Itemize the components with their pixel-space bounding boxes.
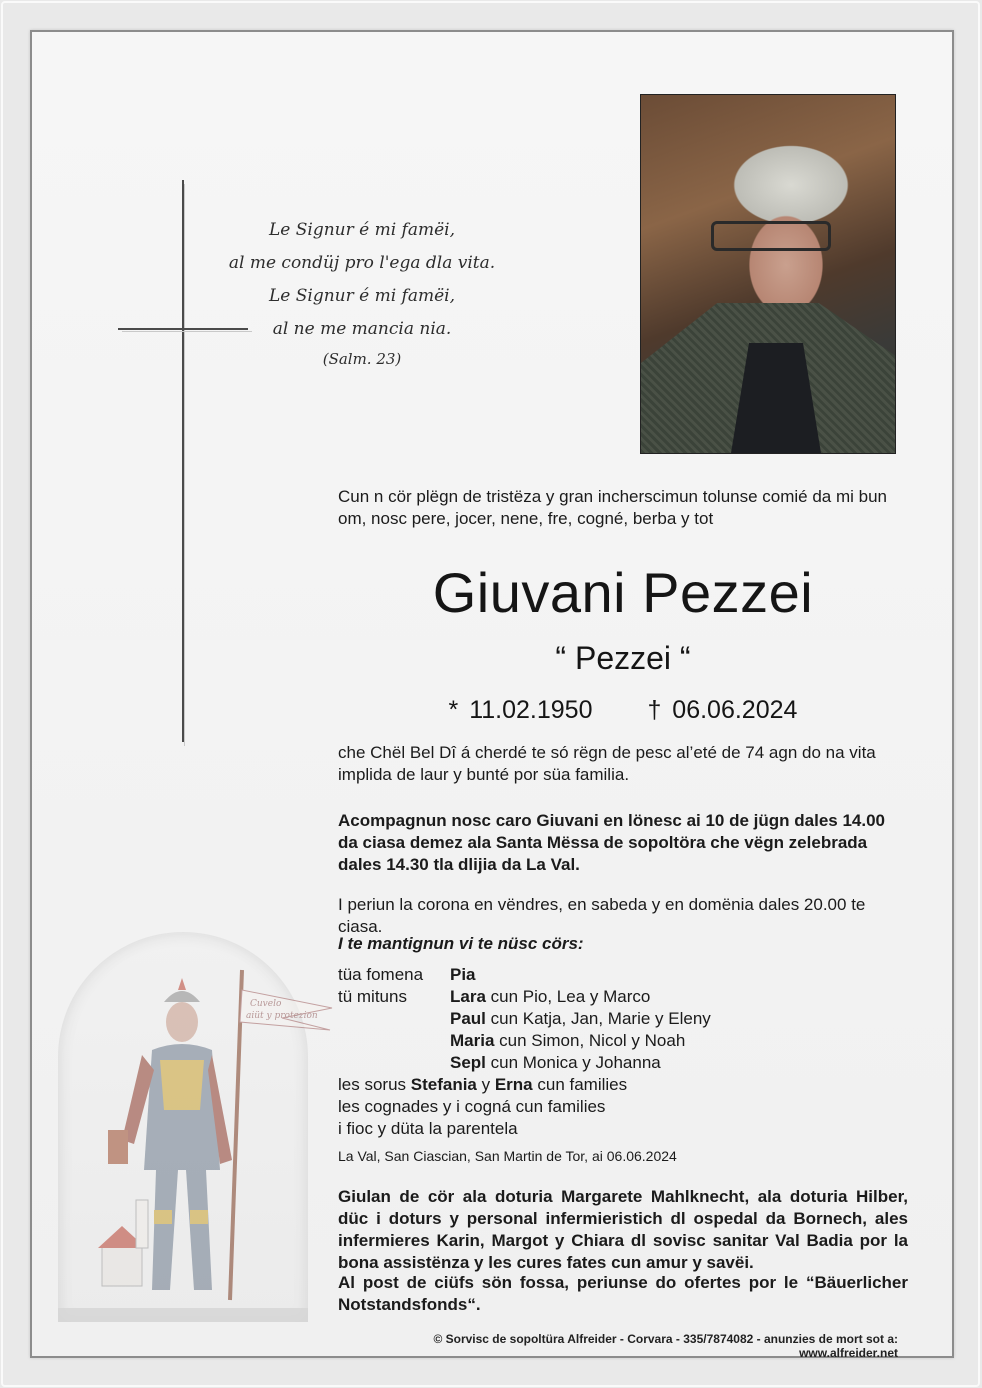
family-name: Stefania — [410, 1075, 477, 1094]
nickname: “ Pezzei “ — [555, 640, 691, 676]
photo-glasses — [711, 221, 831, 251]
family-detail: cun Katja, Jan, Marie y Eleny — [485, 1009, 711, 1028]
thanks-text: Giulan de cör ala doturia Margarete Mahlknecht, ala doturia Hilber, düc i doturs y personal infermieristich dl ospedal da Bornech, ales infermieres Karin, Margot y Chiara dl sovisc sanitar Val Badia por la bona assistënza y les cures fates cun amur y savëi. — [338, 1187, 908, 1272]
footer-credit: © Sorvisc de sopoltüra Alfreider - Corvara - 335/7874082 - anunzies de mort sot a: www.alfreider.net — [433, 1332, 898, 1360]
family-name: Paul — [450, 1009, 486, 1028]
family-detail: cun Pio, Lea y Marco — [485, 987, 651, 1006]
list-item — [338, 1052, 711, 1074]
obituary-card — [30, 30, 954, 1358]
death-text: che Chël Bel Dî á cherdé te só rëgn de pesc al’eté de 74 agn do na vita implida de laur y bunté por süa familia. — [338, 743, 876, 784]
place-date: La Val, San Ciascian, San Martin de Tor, ai 06.06.2024 — [338, 1148, 677, 1164]
family-detail: cun Simon, Nicol y Noah — [494, 1031, 686, 1050]
banner-text: Cuvelo — [250, 999, 282, 1009]
list-item — [338, 1030, 711, 1052]
cross-icon-horizontal — [118, 328, 248, 330]
psalm-line: al ne me mancia nia. — [272, 319, 452, 339]
saint-florian-statue-icon — [82, 960, 318, 1310]
portrait-photo — [640, 94, 896, 454]
family-name: Erna — [494, 1075, 533, 1094]
niche-ledge — [58, 1308, 308, 1322]
psalm-line: Le Signur é mi famëi, — [268, 220, 456, 240]
death-date: † 06.06.2024 — [647, 696, 798, 724]
list-item: les cognades y i cogná cun families — [338, 1097, 606, 1116]
family-list — [338, 964, 711, 1140]
family-name: Maria — [450, 1031, 495, 1050]
cross-icon-vertical — [182, 180, 184, 742]
life-dates — [338, 696, 908, 725]
list-item: i fioc y düta la parentela — [338, 1119, 518, 1138]
family-name: Pia — [450, 965, 476, 984]
family-name: Sepl — [450, 1053, 486, 1072]
relation-label: tü mituns — [338, 987, 407, 1006]
family-detail: y — [476, 1075, 495, 1094]
intro-text: Cun n cör plëgn de tristëza y gran incherscimun tolunse comié da mi bun om, nosc pere, jocer, nene, fre, cogné, berba y tot — [338, 487, 888, 528]
banner-text: aiüt y protezion — [246, 1011, 318, 1021]
family-detail: cun families — [532, 1075, 628, 1094]
family-detail: les sorus — [338, 1075, 411, 1094]
donation-text: Al post de ciüfs sön fossa, periunse do ofertes por le “Bäuerlicher Notstandsfonds“. — [338, 1273, 908, 1314]
family-name: Lara — [450, 987, 486, 1006]
psalm-citation: (Salm. 23) — [322, 350, 402, 368]
family-detail: cun Monica y Johanna — [485, 1053, 661, 1072]
family-heading: I te mantignun vi te nüsc cörs: — [338, 934, 584, 953]
list-item — [338, 1074, 711, 1096]
list-item — [338, 1008, 711, 1030]
psalm-line: Le Signur é mi famëi, — [268, 286, 456, 306]
deceased-name: Giuvani Pezzei — [432, 561, 814, 624]
list-item — [338, 964, 711, 986]
birth-date: * 11.02.1950 — [448, 696, 593, 724]
funeral-text: Acompagnun nosc caro Giuvani en lönesc ai 10 de jügn dales 14.00 da ciasa demez ala Santa Mëssa de sopoltöra che vëgn zelebrada dales 14.30 tla dlijia da La Val. — [338, 811, 886, 874]
psalm-line: al me condüj pro l'ega dla vita. — [228, 253, 496, 273]
relation-label: tüa fomena — [338, 965, 424, 984]
rosary-text: I periun la corona en vëndres, en sabeda y en domënia dales 20.00 te ciasa. — [338, 895, 866, 936]
list-item — [338, 986, 711, 1008]
